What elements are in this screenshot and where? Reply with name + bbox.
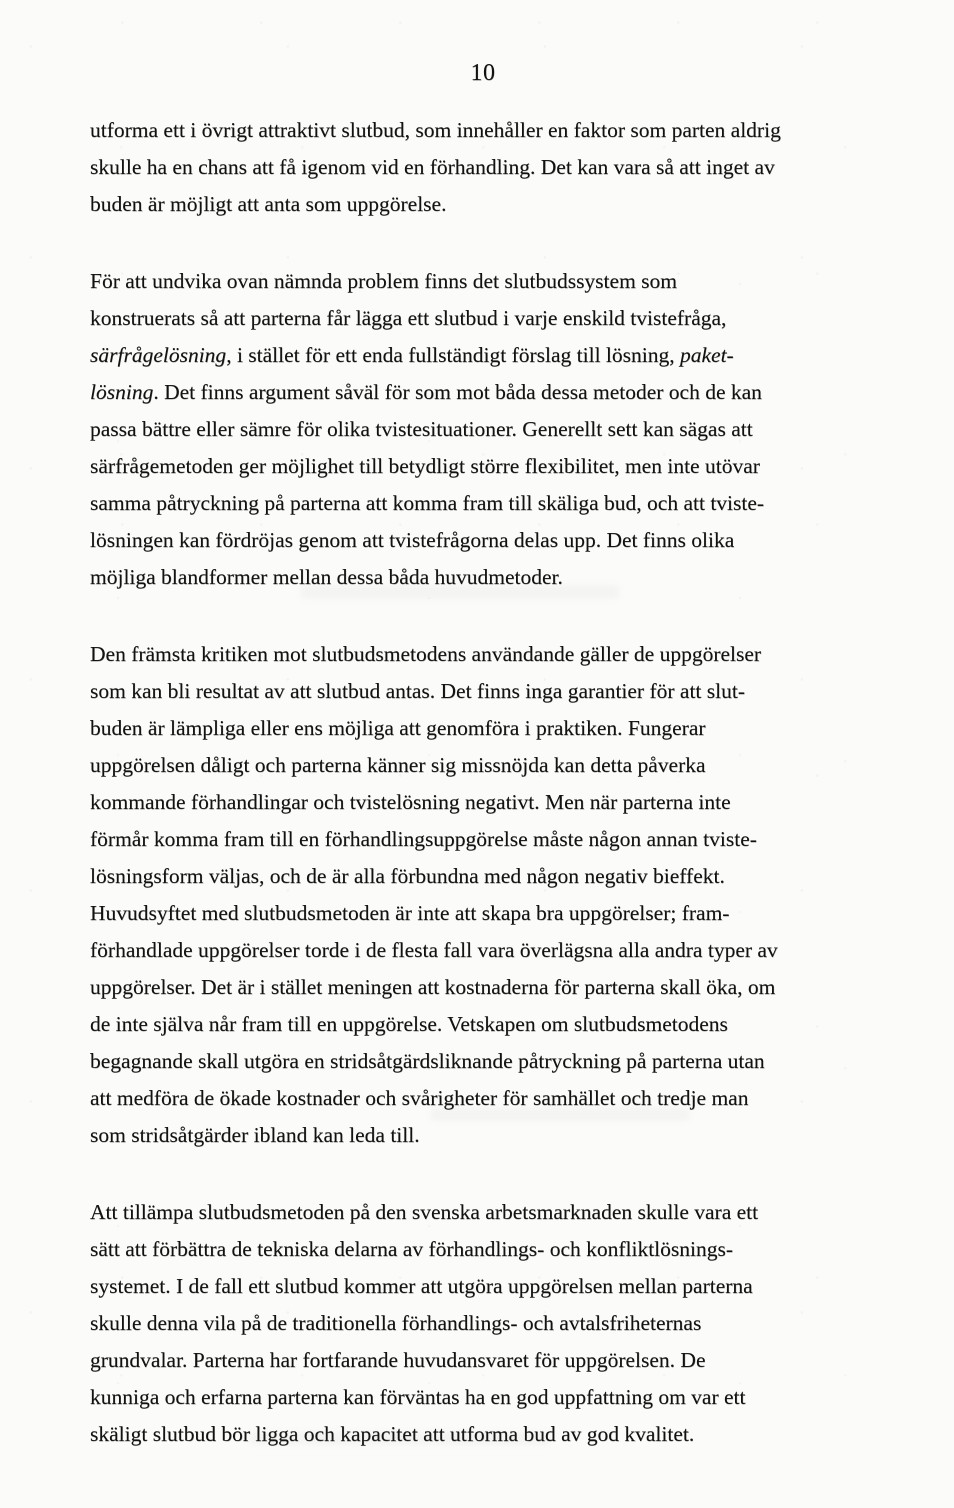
text-line: sätt att förbättra de tekniska delarna av förhandlings- och konfliktlösnings- bbox=[90, 1237, 734, 1261]
text-line: som stridsåtgärder ibland kan leda till. bbox=[90, 1123, 420, 1147]
text-line: förhandlade uppgörelser torde i de flesta fall vara överlägsna alla andra typer av bbox=[90, 938, 778, 962]
text-line: samma påtryckning på parterna att komma fram till skäliga bud, och att tviste- bbox=[90, 491, 765, 515]
text-line: utforma ett i övrigt attraktivt slutbud, som innehåller en faktor som parten aldrig bbox=[90, 118, 781, 142]
text-line: skulle denna vila på de traditionella förhandlings- och avtalsfriheternas bbox=[90, 1311, 702, 1335]
text-line: Att tillämpa slutbudsmetoden på den svenska arbetsmarknaden skulle vara ett bbox=[90, 1200, 759, 1224]
text-line: grundvalar. Parterna har fortfarande huvudansvaret för uppgörelsen. De bbox=[90, 1348, 706, 1372]
text-line: de inte själva når fram till en uppgörelse. Vetskapen om slutbudsmetodens bbox=[90, 1012, 728, 1036]
text-line: uppgörelser. Det är i stället meningen att kostnaderna för parterna skall öka, om bbox=[90, 975, 776, 999]
text-line: lösning. Det finns argument såväl för som mot båda dessa metoder och de kan bbox=[90, 380, 762, 404]
text-line: buden är möjligt att anta som uppgörelse. bbox=[90, 192, 447, 216]
text-line: skulle ha en chans att få igenom vid en förhandling. Det kan vara så att inget av bbox=[90, 155, 775, 179]
text-line: förmår komma fram till en förhandlingsuppgörelse måste någon annan tviste- bbox=[90, 827, 757, 851]
text-line: lösningsform väljas, och de är alla förbundna med någon negativ bieffekt. bbox=[90, 864, 725, 888]
text-line: som kan bli resultat av att slutbud antas. Det finns inga garantier för att slut- bbox=[90, 679, 745, 703]
paragraph bbox=[90, 1194, 890, 1453]
text-line: För att undvika ovan nämnda problem finns det slutbudssystem som bbox=[90, 269, 678, 293]
text-line: möjliga blandformer mellan dessa båda huvudmetoder. bbox=[90, 565, 563, 589]
text-line: systemet. I de fall ett slutbud kommer att utgöra uppgörelsen mellan parterna bbox=[90, 1274, 753, 1298]
text-line: buden är lämpliga eller ens möjliga att genomföra i praktiken. Fungerar bbox=[90, 716, 706, 740]
page-body bbox=[90, 112, 890, 1453]
paragraph bbox=[90, 263, 890, 596]
text-line: kunniga och erfarna parterna kan förväntas ha en god uppfattning om var ett bbox=[90, 1385, 746, 1409]
text-line: passa bättre eller sämre för olika tvistesituationer. Generellt sett kan sägas att bbox=[90, 417, 753, 441]
text-line: skäligt slutbud bör ligga och kapacitet att utforma bud av god kvalitet. bbox=[90, 1422, 695, 1446]
text-line: särfrågemetoden ger möjlighet till betydligt större flexibilitet, men inte utövar bbox=[90, 454, 760, 478]
text-line: Den främsta kritiken mot slutbudsmetodens användande gäller de uppgörelser bbox=[90, 642, 762, 666]
text-line: begagnande skall utgöra en stridsåtgärdsliknande påtryckning på parterna utan bbox=[90, 1049, 765, 1073]
text-line: uppgörelsen dåligt och parterna känner sig missnöjda kan detta påverka bbox=[90, 753, 706, 777]
paragraph bbox=[90, 636, 890, 1154]
text-line: särfrågelösning, i stället för ett enda fullständigt förslag till lösning, paket- bbox=[90, 343, 734, 367]
text-line: Huvudsyftet med slutbudsmetoden är inte att skapa bra uppgörelser; fram- bbox=[90, 901, 730, 925]
text-line: lösningen kan fördröjas genom att tvistefrågorna delas upp. Det finns olika bbox=[90, 528, 735, 552]
page-number: 10 bbox=[470, 60, 496, 86]
text-line: konstruerats så att parterna får lägga ett slutbud i varje enskild tvistefråga, bbox=[90, 306, 727, 330]
paragraph bbox=[90, 112, 890, 223]
text-line: kommande förhandlingar och tvistelösning negativt. Men när parterna inte bbox=[90, 790, 731, 814]
text-line: att medföra de ökade kostnader och svårigheter för samhället och tredje man bbox=[90, 1086, 749, 1110]
